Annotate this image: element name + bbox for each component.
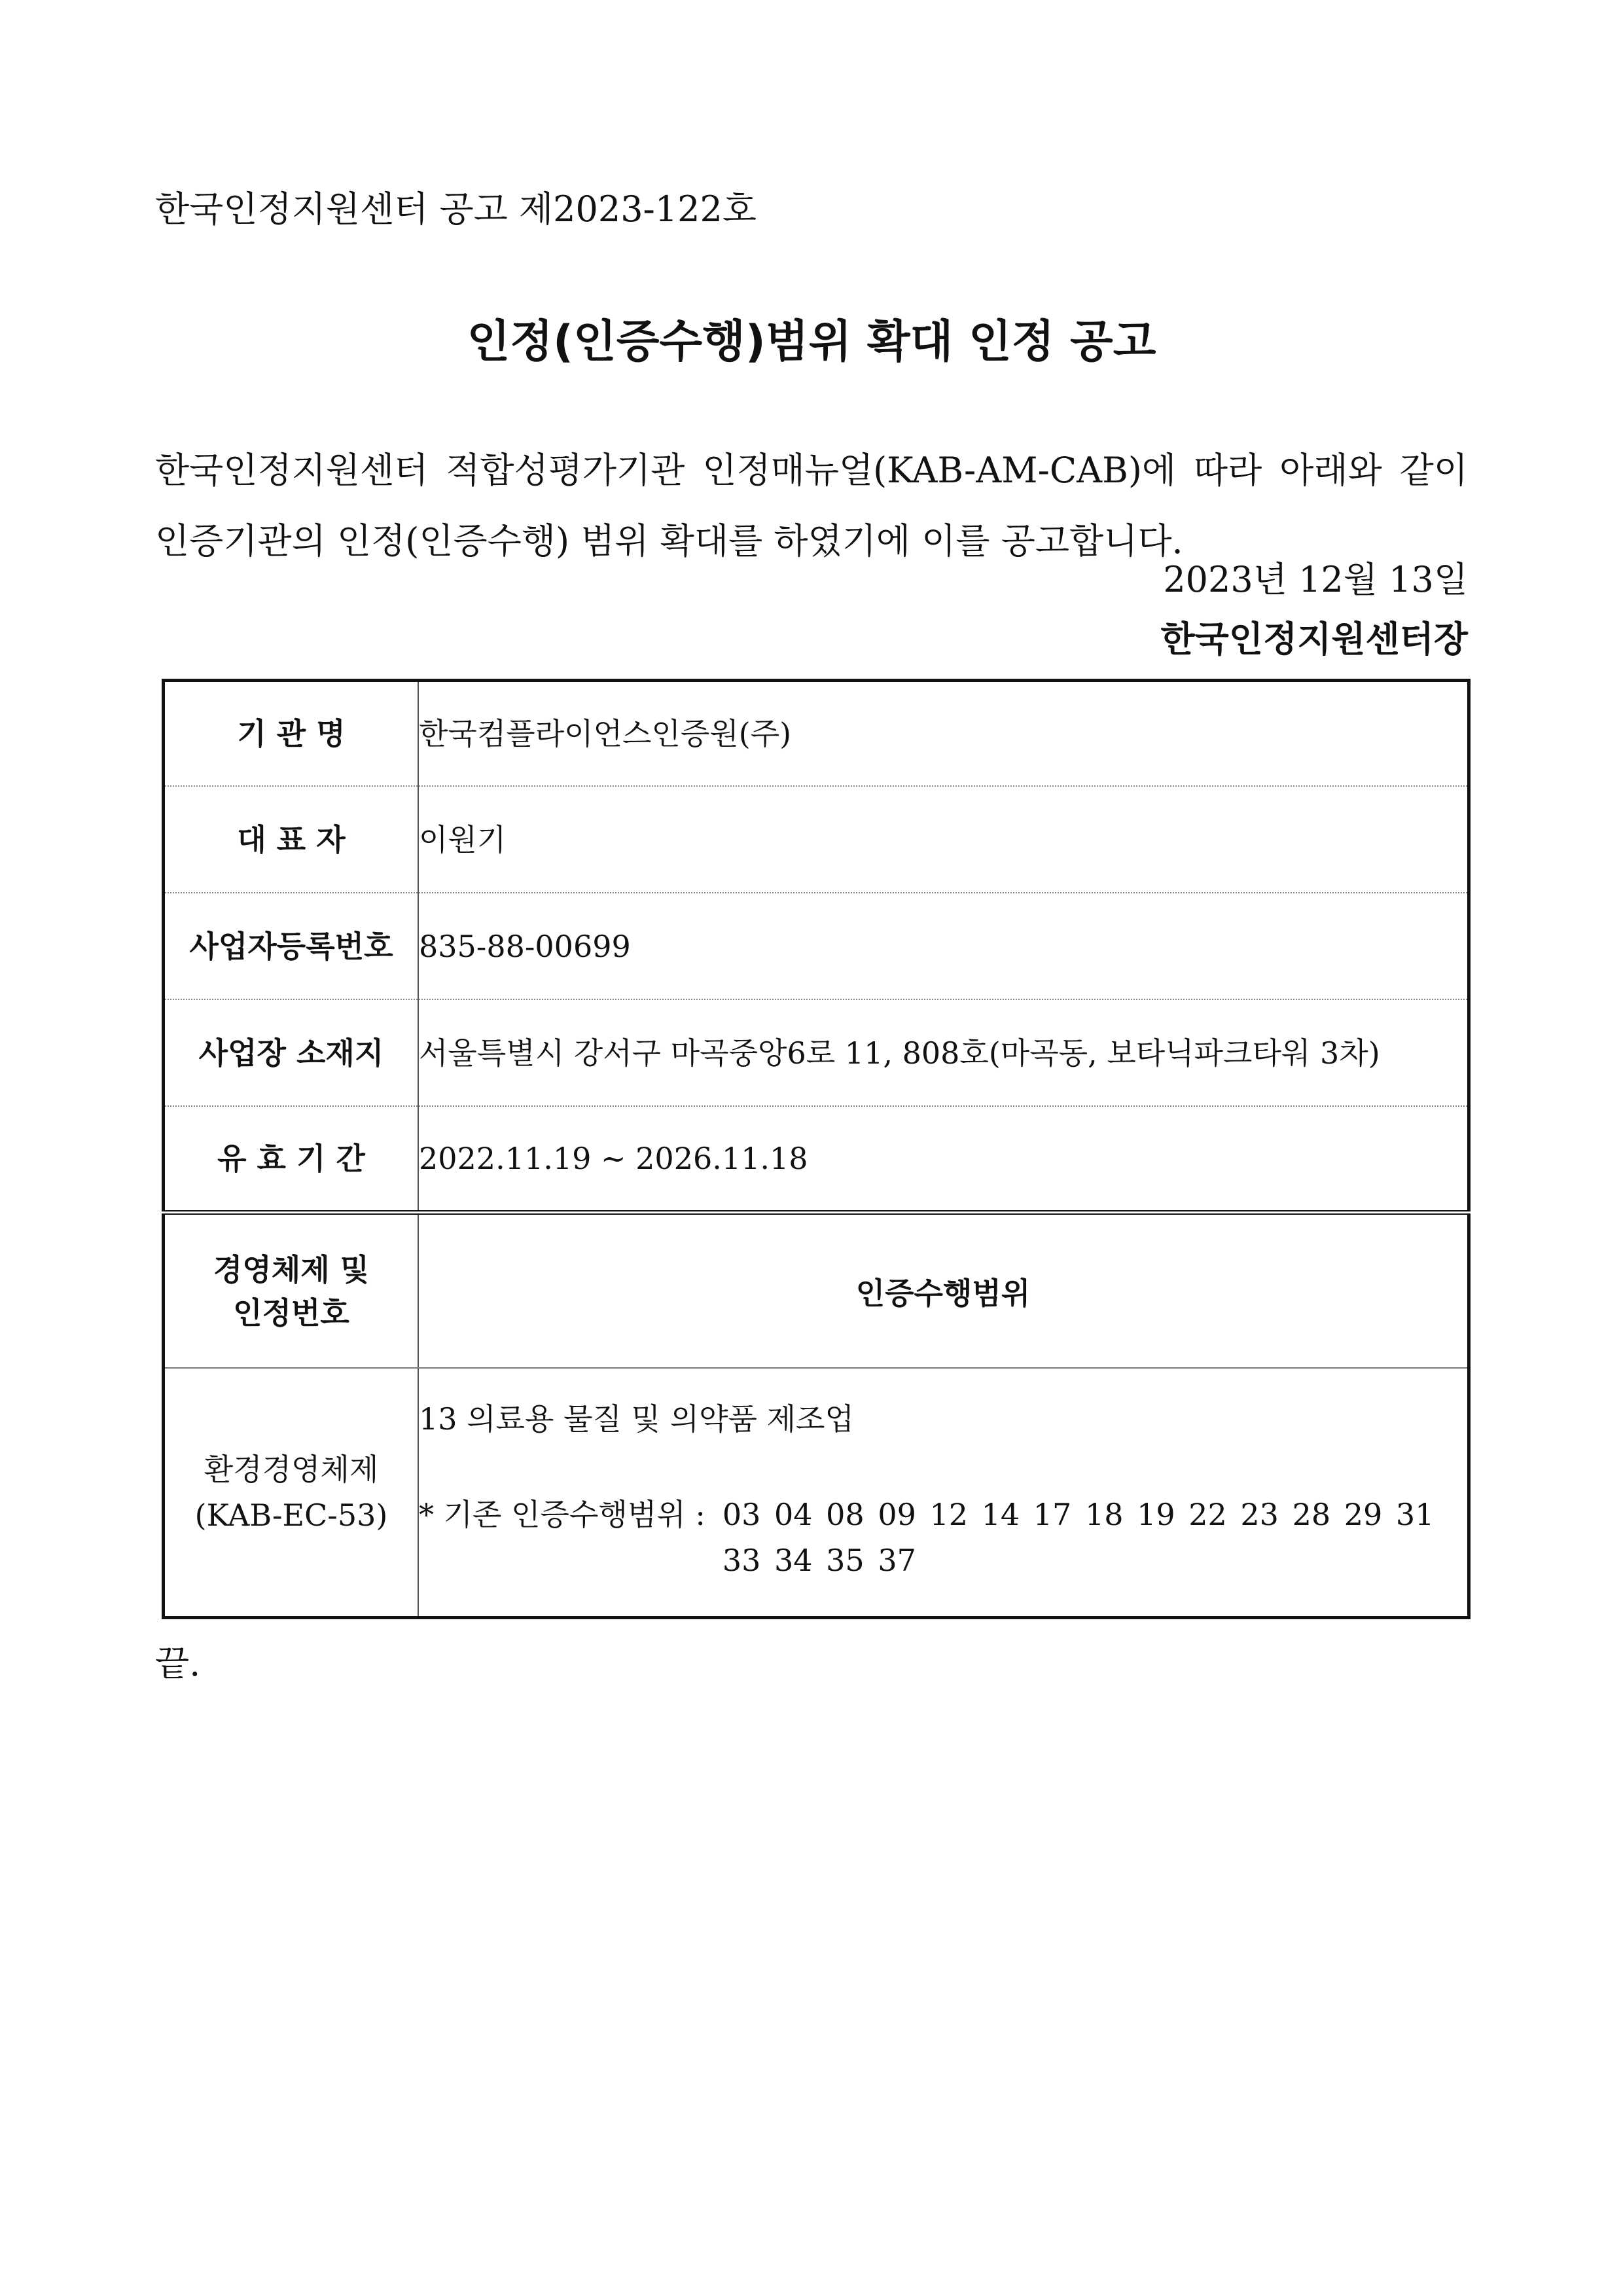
scope-header-label-line2: 인정번호 xyxy=(233,1295,349,1331)
body-line-1: 한국인정지원센터 적합성평가기관 인정매뉴얼(KAB-AM-CAB)에 따라 아래와 같이 xyxy=(155,450,1468,491)
previous-scope xyxy=(419,1492,1467,1583)
accreditation-table xyxy=(162,679,1471,1619)
end-mark: 끝. xyxy=(155,1643,201,1684)
row-label-representative: 대 표 자 xyxy=(164,786,419,893)
previous-scope-codes: 03 04 08 09 12 14 17 18 19 22 23 28 29 31 33 34 35 37 xyxy=(722,1497,1435,1578)
table-row xyxy=(164,893,1469,999)
row-value-business-number: 835-88-00699 xyxy=(418,893,1469,999)
scope-header-label-line1: 경영체제 및 xyxy=(213,1251,370,1287)
notice-number: 한국인정지원센터 공고 제2023-122호 xyxy=(155,188,757,230)
management-system xyxy=(164,1368,419,1618)
row-label-address: 사업장 소재지 xyxy=(164,999,419,1106)
row-label-business-number: 사업자등록번호 xyxy=(164,893,419,999)
scope-header-label xyxy=(164,1213,419,1369)
signer: 한국인정지원센터장 xyxy=(1160,619,1468,660)
previous-scope-label: * 기존 인증수행범위 : xyxy=(419,1497,705,1532)
scope-header-row xyxy=(164,1213,1469,1369)
management-system-name: 환경경영체제 xyxy=(204,1452,379,1487)
scope-details xyxy=(418,1368,1469,1618)
body-line-2: 인증기관의 인정(인증수행) 범위 확대를 하였기에 이를 공고합니다. xyxy=(155,520,1183,562)
row-value-address: 서울특별시 강서구 마곡중앙6로 11, 808호(마곡동, 보타닉파크타워 3차) xyxy=(418,999,1469,1106)
expanded-scope: 13 의료용 물질 및 의약품 제조업 xyxy=(419,1401,854,1437)
row-value-validity: 2022.11.19 ~ 2026.11.18 xyxy=(418,1106,1469,1213)
table-row xyxy=(164,999,1469,1106)
row-value-org-name: 한국컴플라이언스인증원(주) xyxy=(418,681,1469,787)
table-row xyxy=(164,1106,1469,1213)
row-label-org-name: 기 관 명 xyxy=(164,681,419,787)
scope-header-value: 인증수행범위 xyxy=(418,1213,1469,1369)
row-label-validity: 유 효 기 간 xyxy=(164,1106,419,1213)
notice-date: 2023년 12월 13일 xyxy=(1163,559,1468,600)
scope-row xyxy=(164,1368,1469,1618)
table-row xyxy=(164,681,1469,787)
accreditation-number: (KAB-EC-53) xyxy=(194,1498,388,1533)
table-row xyxy=(164,786,1469,893)
row-value-representative: 이원기 xyxy=(418,786,1469,893)
document-title: 인정(인증수행)범위 확대 인정 공고 xyxy=(467,316,1156,368)
